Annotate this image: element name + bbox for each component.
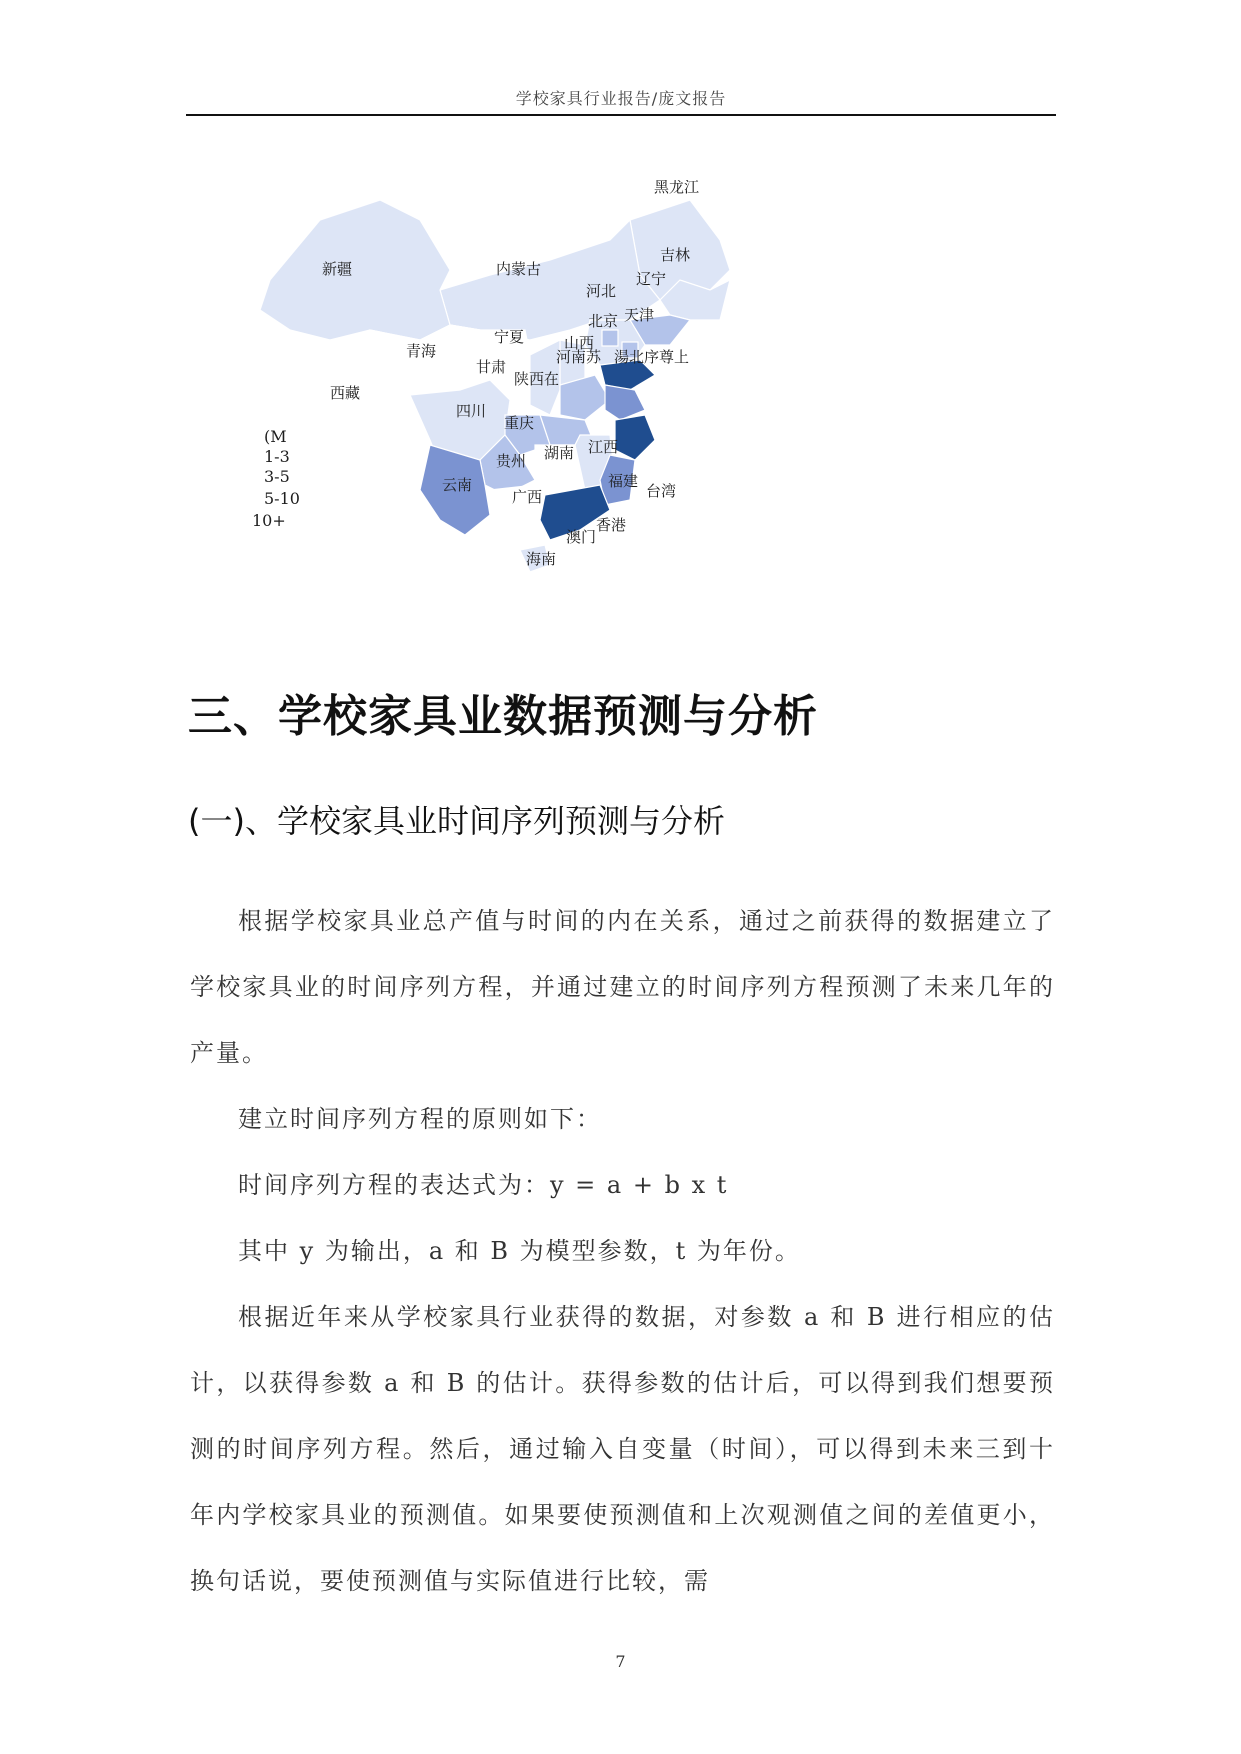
region-zhejiang — [615, 415, 655, 460]
label-henan: 河南苏 — [556, 348, 602, 366]
legend-item-4: 10+ — [252, 511, 286, 530]
region-beijing — [602, 330, 618, 346]
paragraph: 根据近年来从学校家具行业获得的数据，对参数 a 和 B 进行相应的估计，以获得参数 a 和 B 的估计。获得参数的估计后，可以得到我们想要预测的时间序列方程。然后，通过输入自变量（时间），可以得到未来三到十年内学校家具业的预测值。如果要使预测值和上次观测值之间的差值更小，换句话说，要使预测值与实际值进行比较，需 — [190, 1303, 1055, 1595]
label-hubei: 湯北序尊上 — [614, 348, 690, 366]
label-liaoning: 辽宁 — [636, 270, 667, 288]
label-gansu: 甘肃 — [476, 358, 507, 376]
label-hunan: 湖南 — [544, 444, 575, 462]
label-jilin: 吉林 — [660, 246, 691, 264]
subsection-title: (一)、学校家具业时间序列预测与分析 — [188, 802, 725, 840]
label-chongqing: 重庆 — [504, 414, 535, 432]
label-hebei: 河北 — [586, 282, 617, 300]
china-province-map — [250, 180, 830, 640]
region-jiangsu — [605, 385, 645, 420]
label-neimenggu: 内蒙古 — [496, 260, 542, 278]
page-header: 学校家具行业报告/庞文报告 — [515, 89, 727, 108]
paragraph: 根据学校家具业总产值与时间的内在关系，通过之前获得的数据建立了学校家具业的时间序列方程，并通过建立的时间序列方程预测了未来几年的产量。 — [190, 907, 1055, 1067]
legend-item-2: 3-5 — [264, 467, 290, 486]
label-xinjiang: 新疆 — [322, 260, 353, 278]
legend-title: (M — [264, 427, 287, 446]
label-xizang: 西藏 — [330, 384, 361, 402]
section-title: 三、学校家具业数据预测与分析 — [188, 691, 818, 742]
label-shanxi: 山西 — [564, 334, 595, 352]
label-xianggang: 香港 — [596, 516, 627, 534]
label-qinghai: 青海 — [406, 342, 437, 360]
legend-item-1: 1-3 — [264, 447, 290, 466]
label-beijing: 北京 — [588, 312, 619, 330]
label-aomen: 澳门 — [566, 528, 597, 546]
label-hainan: 海南 — [526, 550, 557, 568]
label-guizhou: 贵州 — [496, 452, 527, 470]
label-ningxia: 宁夏 — [494, 328, 525, 346]
label-tianjin: 天津 — [624, 306, 655, 324]
label-guangxi: 广西 — [512, 488, 543, 506]
paragraph: 时间序列方程的表达式为：y = a + b x t — [238, 1171, 729, 1199]
body-text — [190, 888, 1055, 1614]
page-number: 7 — [615, 1652, 626, 1671]
label-sichuan: 四川 — [456, 402, 487, 420]
label-yunnan: 云南 — [442, 476, 473, 494]
label-shaanxi: 陕西在 — [514, 370, 560, 388]
label-fujian: 福建 — [608, 472, 639, 490]
header-rule — [186, 114, 1056, 116]
label-taiwan: 台湾 — [646, 482, 677, 500]
paragraph: 其中 y 为输出，a 和 B 为模型参数，t 为年份。 — [238, 1237, 801, 1265]
legend-item-3: 5-10 — [264, 489, 300, 508]
label-heilongjiang: 黑龙江 — [654, 180, 700, 196]
paragraph: 建立时间序列方程的原则如下： — [238, 1105, 602, 1133]
label-jiangxi: 江西 — [588, 438, 619, 456]
region-xinjiang — [260, 200, 450, 340]
